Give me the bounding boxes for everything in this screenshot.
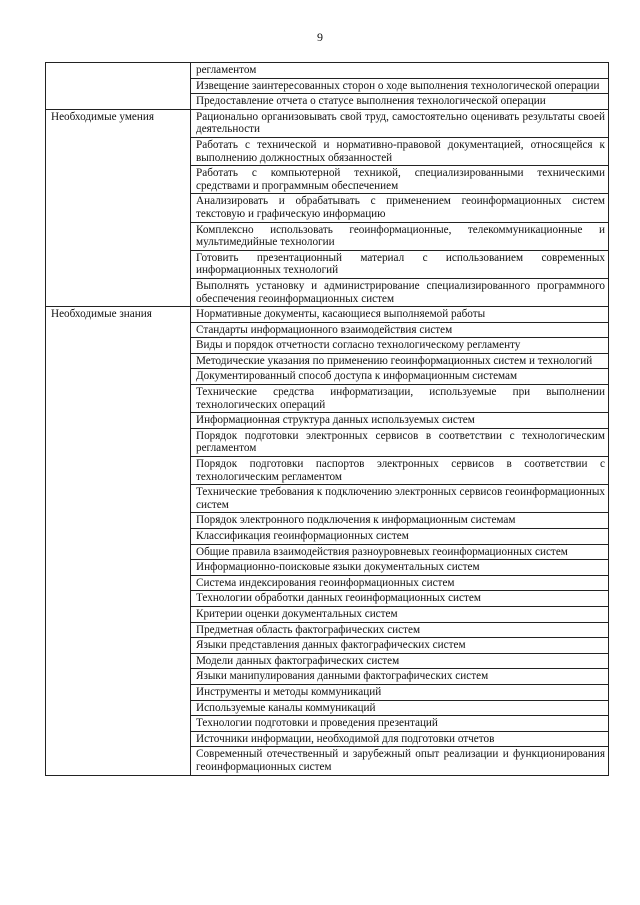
- requirement-item: Критерии оценки документальных систем: [191, 606, 609, 622]
- requirement-item: Общие правила взаимодействия разноуровневых геоинформационных систем: [191, 544, 609, 560]
- requirement-item: Извещение заинтересованных сторон о ходе выполнения технологической операции: [191, 78, 609, 94]
- page-number: 9: [317, 30, 323, 44]
- requirements-table: [45, 62, 609, 776]
- requirement-item: Анализировать и обрабатывать с применением геоинформационных систем текстовую и графическую информацию: [191, 194, 609, 222]
- requirement-item: Выполнять установку и администрирование специализированного программного обеспечения геоинформационных систем: [191, 278, 609, 306]
- requirement-item: Комплексно использовать геоинформационные, телекоммуникационные и мультимедийные технологии: [191, 222, 609, 250]
- requirement-item: Работать с компьютерной техникой, специализированными техническими средствами и программным обеспечением: [191, 166, 609, 194]
- requirement-item: Порядок подготовки электронных сервисов в соответствии с технологическим регламентом: [191, 428, 609, 456]
- table-row: [46, 63, 609, 79]
- requirement-item: Языки представления данных фактографических систем: [191, 638, 609, 654]
- requirement-item: Информационная структура данных используемых систем: [191, 413, 609, 429]
- table-row: [46, 307, 609, 323]
- requirement-item: Система индексирования геоинформационных систем: [191, 575, 609, 591]
- requirement-item: Языки манипулирования данными фактографических систем: [191, 669, 609, 685]
- requirement-item: Виды и порядок отчетности согласно технологическому регламенту: [191, 338, 609, 354]
- table-row: [46, 109, 609, 137]
- requirement-item: Рационально организовывать свой труд, самостоятельно оценивать результаты своей деятельности: [191, 109, 609, 137]
- requirement-item: Порядок подготовки паспортов электронных сервисов в соответствии с технологическим регламентом: [191, 457, 609, 485]
- requirement-item: Стандарты информационного взаимодействия систем: [191, 322, 609, 338]
- requirement-item: Работать с технической и нормативно-правовой документацией, относящейся к выполнению должностных обязанностей: [191, 137, 609, 165]
- requirement-item: Документированный способ доступа к информационным системам: [191, 369, 609, 385]
- requirement-item: регламентом: [191, 63, 609, 79]
- requirement-item: Предоставление отчета о статусе выполнения технологической операции: [191, 94, 609, 110]
- requirement-item: Готовить презентационный материал с использованием современных информационных технологий: [191, 250, 609, 278]
- requirement-item: Инструменты и методы коммуникаций: [191, 684, 609, 700]
- requirement-item: Источники информации, необходимой для подготовки отчетов: [191, 731, 609, 747]
- requirement-item: Технологии подготовки и проведения презентаций: [191, 716, 609, 732]
- requirement-item: Технические требования к подключению электронных сервисов геоинформационных систем: [191, 485, 609, 513]
- requirement-item: Нормативные документы, касающиеся выполняемой работы: [191, 307, 609, 323]
- category-label: [46, 63, 191, 110]
- requirement-item: Предметная область фактографических систем: [191, 622, 609, 638]
- requirement-item: Информационно-поисковые языки документальных систем: [191, 560, 609, 576]
- category-label: Необходимые знания: [46, 307, 191, 775]
- requirement-item: Классификация геоинформационных систем: [191, 529, 609, 545]
- requirement-item: Технологии обработки данных геоинформационных систем: [191, 591, 609, 607]
- requirement-item: Порядок электронного подключения к информационным системам: [191, 513, 609, 529]
- requirement-item: Технические средства информатизации, используемые при выполнении технологических операций: [191, 385, 609, 413]
- requirements-table-body: [46, 63, 609, 776]
- requirement-item: Методические указания по применению геоинформационных систем и технологий: [191, 353, 609, 369]
- requirement-item: Современный отечественный и зарубежный опыт реализации и функционирования геоинформационных систем: [191, 747, 609, 775]
- requirement-item: Используемые каналы коммуникаций: [191, 700, 609, 716]
- requirement-item: Модели данных фактографических систем: [191, 653, 609, 669]
- category-label: Необходимые умения: [46, 109, 191, 306]
